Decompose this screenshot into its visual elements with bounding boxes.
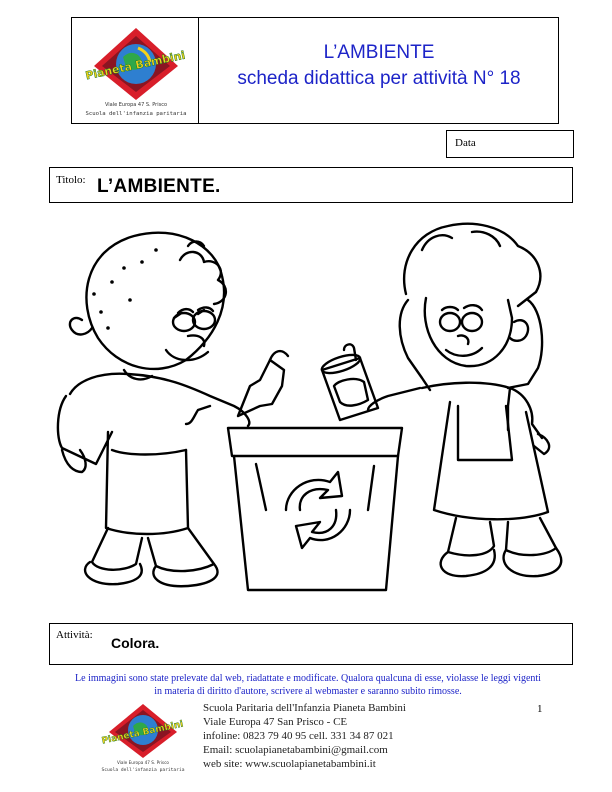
footer-website[interactable]: web site: www.scuolapianetabambini.it	[203, 758, 376, 770]
svg-text:Scuola dell'infanzia paritaria: Scuola dell'infanzia paritaria	[101, 768, 185, 773]
pianeta-bambini-logo	[78, 22, 194, 120]
recycling-bin	[228, 428, 402, 590]
activity-field	[49, 623, 573, 665]
disclaimer-line-2: in materia di diritto d'autore, scrivere al webmaster e saranno subito rimosse.	[154, 686, 462, 697]
title-line-1: L’AMBIENTE	[323, 42, 435, 63]
footer-phone: infoline: 0823 79 40 95 cell. 331 34 87 021	[203, 730, 394, 742]
boy-figure	[58, 233, 288, 587]
page-number: 1	[537, 703, 543, 715]
title-field-value: L’AMBIENTE.	[97, 176, 221, 197]
title-field-label: Titolo:	[56, 174, 86, 186]
header-box	[71, 17, 559, 124]
activity-label: Attività:	[56, 629, 93, 641]
title-field	[49, 167, 573, 203]
footer-email[interactable]: Email: scuolapianetabambini@gmail.com	[203, 744, 388, 756]
disclaimer-line-1: Le immagini sono state prelevate dal web, riadattate e modificate. Qualora qualcuna di esse, violasse le leggi vigenti	[75, 673, 541, 684]
header-divider	[198, 18, 199, 123]
footer-contact	[203, 701, 533, 771]
footer-school-name: Scuola Paritaria dell'Infanzia Pianeta Bambini	[203, 702, 406, 714]
activity-value: Colora.	[111, 635, 160, 651]
svg-text:Pianeta Bambini: Pianeta Bambini	[100, 719, 185, 747]
girl-figure	[368, 224, 561, 576]
date-label: Data	[455, 137, 476, 149]
date-field[interactable]	[446, 130, 574, 158]
logo-subtitle-1: Viale Europa 47 S. Prisco	[104, 102, 168, 108]
title-line-2: scheda didattica per attività N° 18	[237, 68, 521, 89]
page-title	[200, 40, 558, 92]
footer-logo-icon	[95, 700, 191, 774]
logo-subtitle-2: Scuola dell'infanzia paritaria	[85, 111, 187, 117]
recycling-kids-illustration	[38, 210, 578, 615]
footer-address: Viale Europa 47 San Prisco - CE	[203, 716, 348, 728]
copyright-disclaimer	[20, 672, 596, 698]
svg-text:Pianeta Bambini: Pianeta Bambini	[84, 48, 187, 83]
svg-text:Viale Europa 47 S. Prisco: Viale Europa 47 S. Prisco	[117, 760, 169, 765]
